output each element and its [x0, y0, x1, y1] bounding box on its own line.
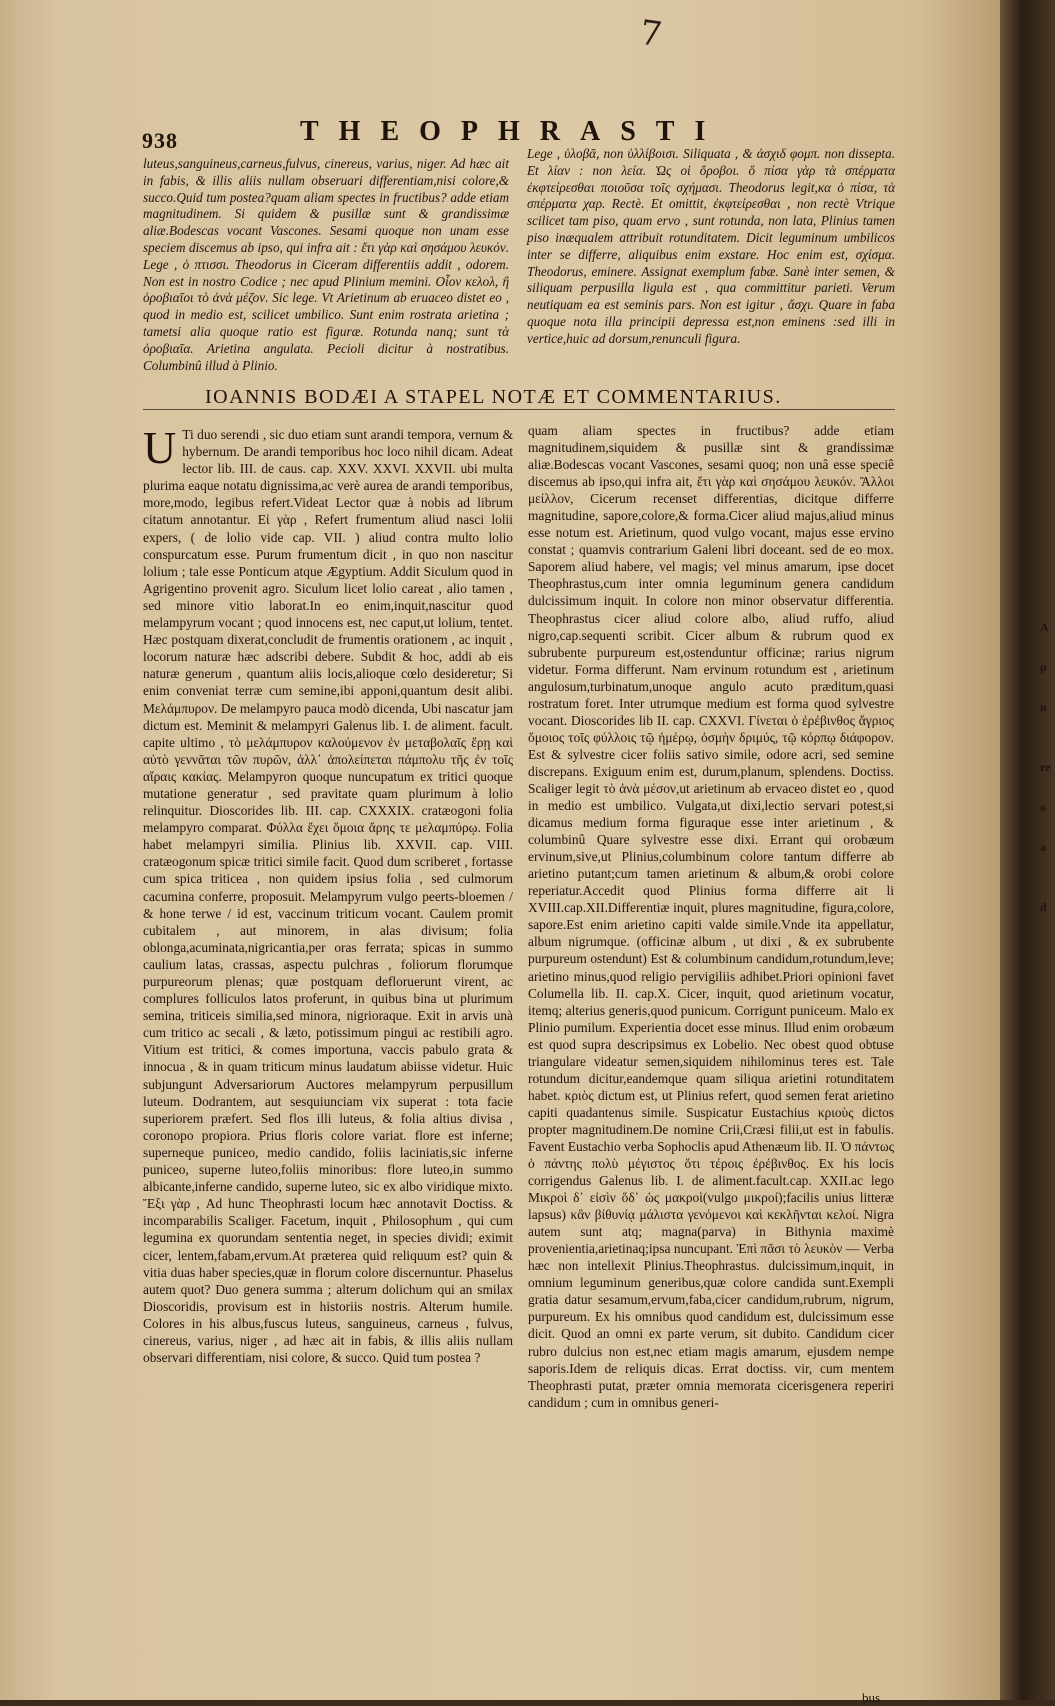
catchword: bus	[862, 1690, 881, 1705]
gutter-fragment: d	[1040, 900, 1047, 914]
gutter-fragment: n	[1040, 700, 1047, 714]
gutter-fragment: a	[1040, 840, 1046, 854]
gutter-fragment: A	[1040, 620, 1049, 634]
body-right-paragraph: quam aliam spectes in fructibus? adde etiam magnitudinem,siquidem & pusillæ sint & grandissimæ aliæ.Bodescas vocant Vascones, sesami quoq; non unâ esse speciê discemus ab ipso,qui infra ait, ἔτι γὰρ καὶ σησάμου λευκόν. Ἄλλοι μείλλον, Cicerum recenset differentias, dicitque differre magnitudine, sapore,colore,& forma.Cicer aliud majus,aliud minus esse notum est. Arietinum, quod vulgo vocant, majus esse ervino constat ; quamvis contrarium Galeni libri doceant. sed de eo mox. Saporem aliud habere, vel magis; vel minus amarum, ipse docet Theophrastus,cum inter omnia leguminum genera candidum dulcissimum inquit. In colore non minor observatur differentia. Theophrastus cicer aliud colore albo, aliud ruffo, aliud nigro,cap.sequenti scribit. Cicer album & rubrum quod ex subrubente purpureum est,ostenduntur officinæ; rarius nigrum videtur. Forma differunt. Nam ervinum rotundum est , arietinum angulosum,turbinatum,unoque angulo acuto præditum,quasi rostratum foret. Inter utrumque medium est forma quod sylvestre vocant. Dioscorides lib II. cap. CXXVI. Γίνεται ὁ ἐρέβινθος ἄγριος ὅμοιος τοῖς φύλλοις τῷ ἡμέρῳ, ὀσμὴν δριμύς, τῷ κόρπῳ διάφορον. Est & sylvestre cicer foliis sativo simile, odore acri, sed semine discrepans. Exiguum enim est, durum,planum, splendens. Doctiss. Scaliger legit τὸ ἀνὰ μέσον,ut arietinum ab ervaceo distet eo , quod in medio est umbilico. Vulgata,ut dixi,lectio servari potest,si dicamus medium forma figuraque esse inter arietinum , & columbinû Quare sylvestre esse dixi. Errant qui orobæum ervinum,sive,ut Plinius,columbinum colore tantum differre ab arietino putant;cum tamen arietinum & album,& orobi colore reperiatur.Accedit quod Plinius forma differre ait li XVIII.cap.XII.Differentiæ inquit, plures magnitudine, figura,colore, sapore.Est enim arietino capiti valde simile.Vnde ita appellatur, album nigrumque. (officinæ album , ut dixi , & ex subrubente purpureum ostendunt) Est & columbinum candidum,rotundum,leve; arietino minus,quod religio pervigiliis adhibet.Priori opinioni favet Columella lib. II. cap.X. Cicer, inquit, quod arietinum vocatur, itemq; alterius generis,quod punicum. Corrigunt puniceum. Malo ex Plinio pumilum. Experientia docet esse minus. Illud enim orobæum est quod supra descripsimus ex Lobelio. Nec obest quod obtuse triangulare videatur semen,siquidem nihilominus teres est. Tale rotundum dicitur,eandemque quam siliqua arietini rotunditatem habet. κριὸς dictum est, ut Plinius refert, quod semen ferat arietino capiti quadantenus simile. Suspicatur Eustachius κριοὺς dictos propter magnitudinem.De nomine Crii,Cræsi filii,ut est in fabulis. Favent Eustachio verba Sophoclis apud Athenæum lib. II. Ὁ πάντως ὁ πάντης πολὺ μέγιστος ὅτι τέροις ἐρέβινθος. Ex his locis corrigendus Galenus lib. I. de aliment.facult.cap. XXII.ac lego Μικροὶ δ᾽ εἰσὶν ὅδ᾽ ὡς μακροὶ(vulgo μικροί);facilis unius litteræ lapsus) κἂν βίθυνίᾳ μάλιστα γενόμενοι καὶ κεκλῆνται κελοί. Nigra autem sunt atq; magna(parva) in Bithynia maximè provenientia,arietinaq;ipsa nuncupant. Ἐπὶ πᾶσι τὸ λευκὸν — Verba hæc non intellexit Plinius.Theophrastus. dulcissimum,inquit, in omnium leguminum generibus,quæ colore candida sunt.Exempli gratia datur sesamum,ervum,faba,cicer candidum,rubrum, nigrum, purpureum. Ex his omnibus quod candidum est, dulcissimum esse dicit. Quod an omni ex parte verum, sit dubito. Candidum cicer rubro dulcius non est,nec etiam magis amarum, ejusdem nempe saporis.Idem de reliquis dicas. Errat doctiss. vir, cum mentem Theophrasti putat, præter omnia memorata cicerisgenera reperiri candidum ; cum in omnibus generi-	[528, 423, 894, 1410]
drop-cap: U	[143, 422, 177, 473]
gutter-fragment: o	[1040, 800, 1046, 814]
section-divider	[143, 409, 895, 410]
top-right-text-column	[527, 146, 895, 348]
corner-handwritten-mark: 7	[637, 12, 665, 56]
top-left-paragraph: luteus,sanguineus,carneus,fulvus, cinereus, varius, niger. Ad hæc ait in fabis, & illis aliis nullam obseruari differentiam,nisi colore,& succo.Quid tum postea?quam aliam spectes in fructibus? adde etiam magnitudinem. Si quidem & pusillæ sunt & grandissimæ aliæ.Bodescas vocant Vascones. Sesami quoque non unam esse speciem discemus ab ipso, qui infra ait : ἔτι γὰρ καὶ σησάμου λευκόν. Lege , ὁ πτισσι. Theodorus in Ciceram differentiis addit , odorem. Non est in nostro Codice ; nec apud Plinium memini. Οἷον κελολ, ἢ ὀροβιαῖοι τὸ ἀνὰ μέζον. Sic lege. Vt Arietinum ab eruaceo distet eo , quod in medio est, scilicet umbilico. Sunt enim rostrata arietina ; tametsi alia quoque ratio est figuræ. Rotunda nanq; sunt τὰ ὀροβιαῖα. Arietina angulata. Pecioli dicitur à nostratibus. Columbinû illud à Plinio.	[143, 156, 509, 373]
body-left-text: Ti duo serendi , sic duo etiam sunt arandi tempora, vernum & hybernum. De arandi temporibus hoc loco nihil dicam. Adeat lector lib. III. de caus. cap. XXV. XXVI. XXVII. ubi multa plurima eaque notatu dignissima,ac verè aurea de arandi temporibus, more,modo, legibus refert.Videat Lector quæ à nobis ad librum citatum annotantur. Εἰ γὰρ , Refert frumentum aliud nasci lolii expers, ( de lolio vide cap. VII. ) aliud contra multo lolio conspurcatum esse. Purum frumentum dicit , in quo non nascitur lolium ; tale esse Ponticum atque Ægyptium. Addit Siculum quod in Agrigentino provenit agro. Siculum licet lolio careat , alio tamen , sed minore vitio laborat.In eo enim,inquit,nascitur quod melampyrum vocant ; quod innocens est, nec caput,ut lolium, tentet. Hæc postquam dixerat,concludit de frumentis orationem , ac inquit , locorum naturæ hæc adscribi debere. Subdit & hoc, addi ab eis naturæ generum , quantum aliis locis,alioque cœlo desideretur; Si enim conveniat terræ cum semine,ibi apponi,quantum desit alibi. Μελάμπυρον. De melampyro pauca modò dicenda, Ubi nascatur jam dictum est. Meminit & melampyri Galenus lib. I. de aliment. facult. capite ultimo , τὸ μελάμπυρον καλούμενον ἐν μεταβολαῖς ἔρῃ καὶ αὐτὸ γεννᾶται τῶν πυρῶν, ἀλλ᾽ ἀπολείπεται πάμπολυ τῆς ἐν τοῖς αἴραις κακίας. Melampyron quoque nuncupatum ex tritici quoque mutatione generatur , sed pravitate quam plurimum à lolio relinquitur. Dioscorides lib. III. cap. CXXXIX. cratæogoni folia melampyro comparat. Φύλλα ἔχει ὅμοια ἄρης τε μελαμπύρῳ. Folia habet melampyri similia. Plinius lib. XXVII. cap. VIII. cratæogonum spicæ tritici simile facit. Quod dum scriberet , fortasse cum spica triticea , non quidem ipsius folia , sed culmorum cacumina conferre, proposuit. Melampyrum vulgo peerts-bloemen / & hone terwe / id est, vaccinum triticum vocant. Caulem promit cubitalem , aut minorem, in alas divisum; folia oblonga,acuminata,nigricantia,per oras ferrata; spicas in summo caulium latas, crassas, aspectu pulchras , foliorum florumque purpureorum plenas; quæ postquam defloruerunt virent, ac complures folliculos latos proferunt, in quibus bina ut plurimum semina, triticeis similia,sed minora, nigrioraque. Exit in arvis unà cum tritico ac secali , & læto, potissimum pingui ac restibili agro. Vitium est tritici, & comes importuna, vaccis pabulo grata & innocua , & in quam triticum minus laudatum abiisse videtur. Huic subjungunt Adversariorum Auctores melampyrum perpusillum luteum. Dodrantem, aut sesquiunciam vix superat : tota facie superiorem præfert. Sed flos illi luteus, & folia altius divisa , coronopo propiora. Prius floris colore variat. flore est inferne; superneque puniceo, medio candido, foliis laciniatis,sic inferne puniceo, superne luteo,foliis minoribus: flore luteo,in summo albicante,inferne candido, superne luteo, sic ex albo viridique mixto. Ἔξι γὰρ , Ad hunc Theophrasti locum hæc annotavit Doctiss. & incomparabilis Scaliger. Facetum, inquit , Philosophum , qui cum legumina ex quorundam sententia neget, in species dividi; eximit cicer, lentem,fabam,ervum.At præterea quid reliquum est? quin & vitia duas haber species,quæ in florum colore discernuntur. Phaselus autem quot? Duo genera summa ; alterum dolichum qui an smilax Dioscoridis, provisum est in historiis nostris. Alterum humile. Colores in his albus,fuscus luteus, sanguineus, carneus , fulvus, cinereus, varius, niger , ad hæc ait in fabis, & illis aliis nullam observari differentiam, nisi colore, & succo. Quid tum postea ?	[143, 427, 513, 1366]
book-gutter	[1000, 0, 1055, 1700]
page-number: 938	[142, 128, 178, 153]
top-right-paragraph: Lege , ὑλοβᾶ, non ὑλλίβοισι. Siliquata , & ἀσχιδ φομπ. non dissepta. Et λίαν : non λεία. Ὡς οἱ ὄροβοι. ὅ πίσα γὰρ τὰ σπέρματα ἐκφτείρεσθαι ποιοῦσα τοῖς σχήμασι. Theodorus legit,κα ὁ πίσα, τὰ σπέρματα χαρ. Rectè. Et omittit, ἐκφτείρεσθαι , non rectè Vtrique scilicet tam piso, quam ervo , sunt rotunda, non lata, Plinius tamen piso inæqualem attribuit rotunditatem. Dicit leguminum umbilicos inter se differre, aliquibus enim exstare. Hoc enim est, σχίσμα. Theodorus, eminere. Assignat exemplum fabæ. Sanè inter semen, & siliquam perpusilla ligula est , qua committitur parieti. Verum neutiquam ea est seminis pars. Non est igitur , ἄσχι. Quare in faba quoque nota illa principii depressa est,non eminens :sed illi in vertice,huic ad dorsum,renunculi figura.	[527, 146, 895, 346]
body-right-column	[528, 422, 894, 1411]
running-head: THEOPHRASTI	[300, 116, 726, 147]
gutter-fragment: p	[1040, 660, 1047, 674]
gutter-fragment: re	[1040, 760, 1051, 774]
top-left-text-column	[143, 156, 509, 374]
body-left-column	[143, 422, 513, 1366]
body-left-paragraph	[143, 422, 513, 1366]
section-title: IOANNIS BODÆI A STAPEL NOTÆ ET COMMENTARIUS.	[205, 386, 782, 408]
